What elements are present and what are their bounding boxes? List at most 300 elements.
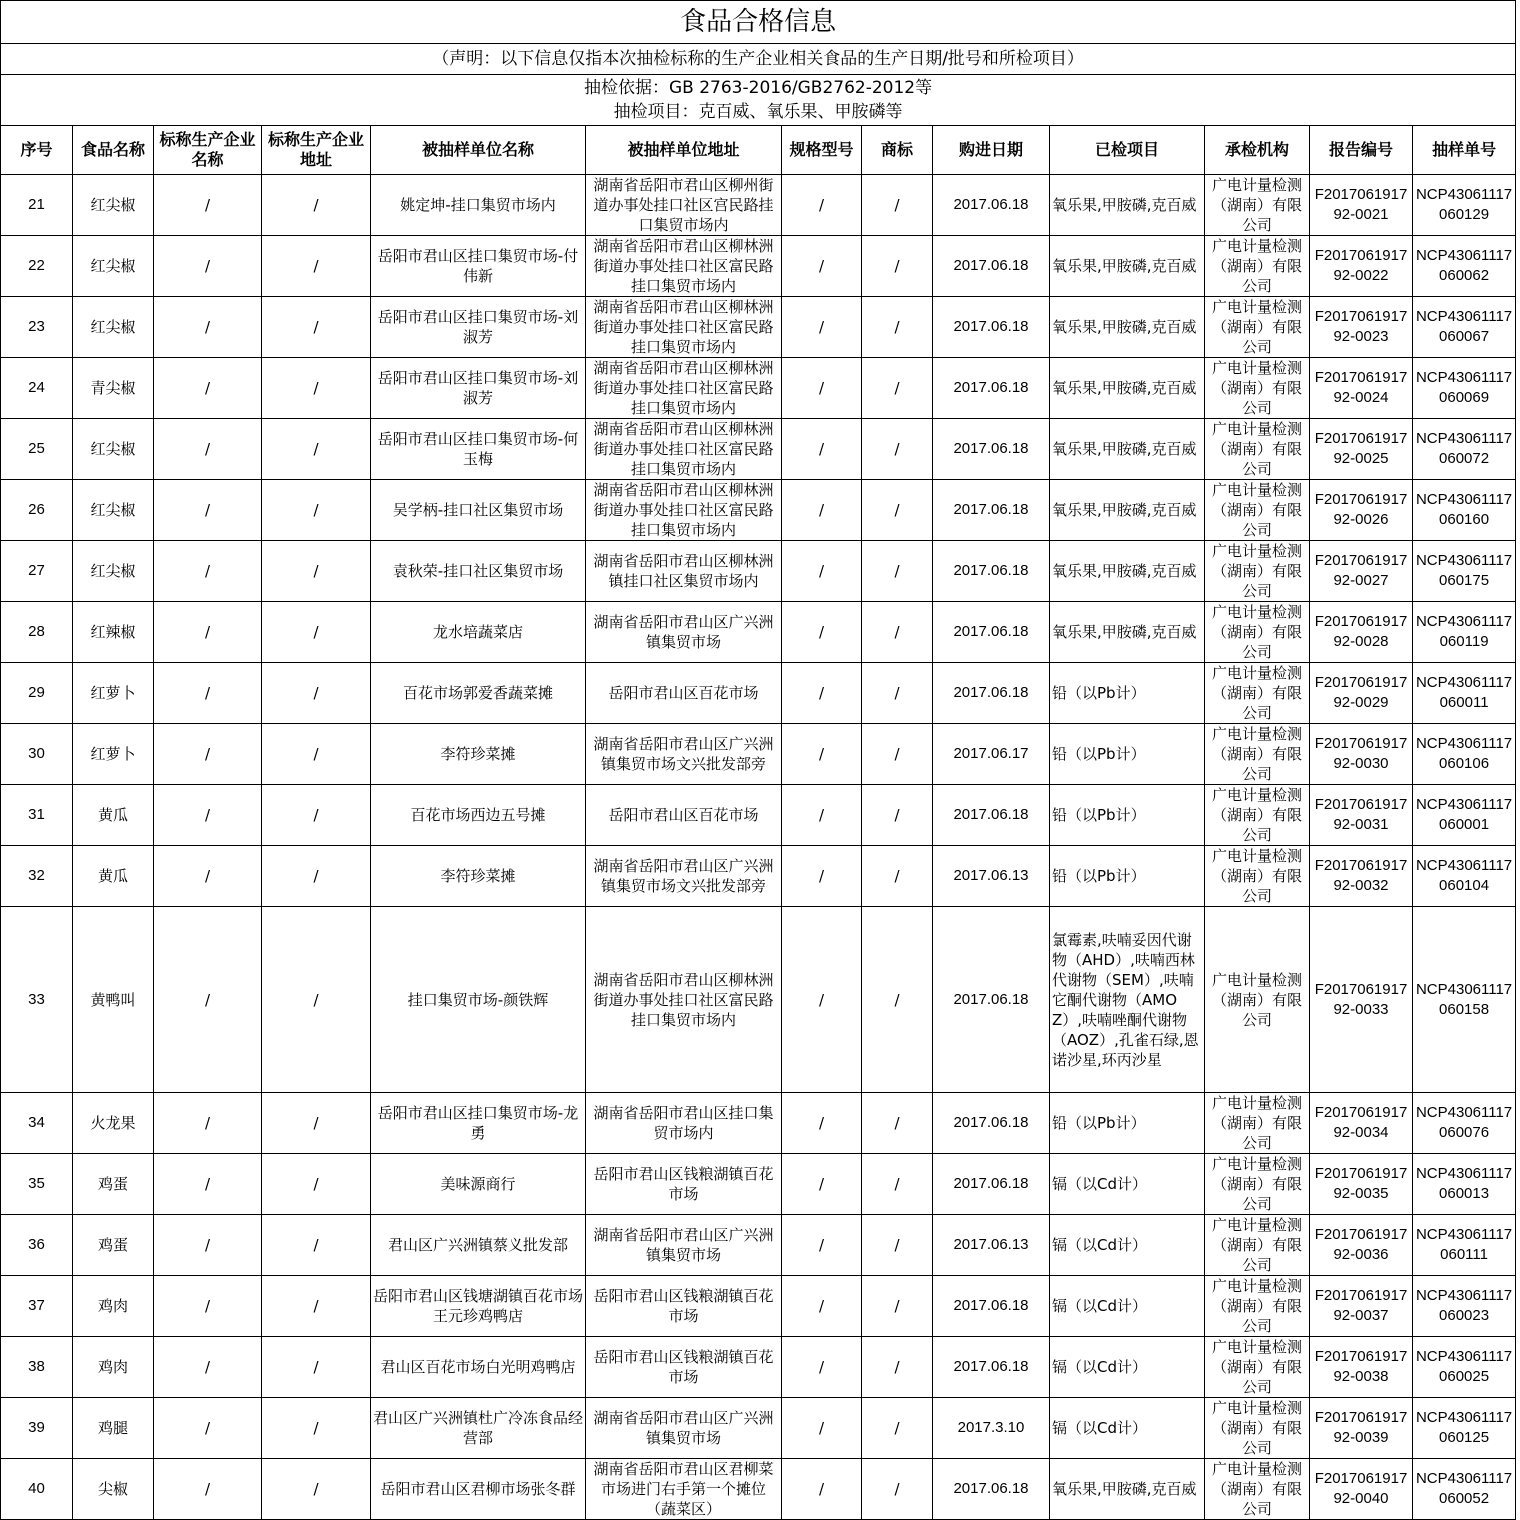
cell-manufacturer-name: /: [154, 175, 262, 236]
cell-purchase-date: 2017.06.18: [933, 1337, 1050, 1398]
cell-brand: /: [862, 785, 933, 846]
cell-sampled-unit-name: 岳阳市君山区挂口集贸市场-刘淑芳: [371, 358, 586, 419]
cell-brand: /: [862, 175, 933, 236]
cell-purchase-date: 2017.3.10: [933, 1398, 1050, 1459]
cell-serial-number: 33: [1, 907, 73, 1093]
cell-tested-items: 铅（以Pb计）: [1050, 724, 1205, 785]
cell-serial-number: 39: [1, 1398, 73, 1459]
cell-sample-number: NCP43061117060158: [1413, 907, 1516, 1093]
cell-brand: /: [862, 1398, 933, 1459]
cell-tested-items: 镉（以Cd计）: [1050, 1276, 1205, 1337]
cell-food-name: 红尖椒: [73, 419, 154, 480]
cell-manufacturer-name: /: [154, 1337, 262, 1398]
cell-tested-items: 铅（以Pb计）: [1050, 1093, 1205, 1154]
cell-sample-number: NCP43061117060011: [1413, 663, 1516, 724]
cell-sampled-unit-address: 湖南省岳阳市君山区柳林洲镇挂口社区集贸市场内: [586, 541, 782, 602]
cell-manufacturer-address: /: [262, 1093, 371, 1154]
cell-manufacturer-name: /: [154, 602, 262, 663]
cell-sampled-unit-address: 岳阳市君山区百花市场: [586, 663, 782, 724]
cell-sampled-unit-name: 挂口集贸市场-颜铁辉: [371, 907, 586, 1093]
table-row: [1, 480, 1516, 541]
cell-report-number: F201706191792-0034: [1310, 1093, 1413, 1154]
cell-sampled-unit-address: 岳阳市君山区钱粮湖镇百花市场: [586, 1276, 782, 1337]
page-title: 食品合格信息: [1, 1, 1516, 44]
cell-food-name: 尖椒: [73, 1459, 154, 1520]
cell-testing-agency: 广电计量检测（湖南）有限公司: [1205, 419, 1310, 480]
cell-sample-number: NCP43061117060067: [1413, 297, 1516, 358]
table-row: [1, 785, 1516, 846]
table-row: [1, 1459, 1516, 1520]
cell-testing-agency: 广电计量检测（湖南）有限公司: [1205, 480, 1310, 541]
cell-specification: /: [782, 175, 862, 236]
column-header: 被抽样单位名称: [371, 126, 586, 175]
cell-manufacturer-name: /: [154, 541, 262, 602]
column-header: 被抽样单位地址: [586, 126, 782, 175]
cell-testing-agency: 广电计量检测（湖南）有限公司: [1205, 1398, 1310, 1459]
cell-report-number: F201706191792-0031: [1310, 785, 1413, 846]
table-row: [1, 236, 1516, 297]
cell-sample-number: NCP43061117060175: [1413, 541, 1516, 602]
inspection-basis-block: [1, 75, 1516, 126]
cell-testing-agency: 广电计量检测（湖南）有限公司: [1205, 297, 1310, 358]
cell-manufacturer-address: /: [262, 1398, 371, 1459]
cell-purchase-date: 2017.06.18: [933, 1459, 1050, 1520]
cell-specification: /: [782, 1276, 862, 1337]
cell-food-name: 红尖椒: [73, 480, 154, 541]
table-row: [1, 1093, 1516, 1154]
cell-food-name: 青尖椒: [73, 358, 154, 419]
cell-specification: /: [782, 846, 862, 907]
cell-sampled-unit-address: 湖南省岳阳市君山区挂口集贸市场内: [586, 1093, 782, 1154]
cell-purchase-date: 2017.06.18: [933, 663, 1050, 724]
table-row: [1, 1154, 1516, 1215]
cell-specification: /: [782, 724, 862, 785]
cell-specification: /: [782, 1215, 862, 1276]
cell-tested-items: 氧乐果,甲胺磷,克百威: [1050, 480, 1205, 541]
table-row: [1, 175, 1516, 236]
column-header: 购进日期: [933, 126, 1050, 175]
cell-manufacturer-name: /: [154, 846, 262, 907]
cell-testing-agency: 广电计量检测（湖南）有限公司: [1205, 175, 1310, 236]
cell-report-number: F201706191792-0026: [1310, 480, 1413, 541]
cell-testing-agency: 广电计量检测（湖南）有限公司: [1205, 724, 1310, 785]
cell-testing-agency: 广电计量检测（湖南）有限公司: [1205, 907, 1310, 1093]
cell-sampled-unit-address: 湖南省岳阳市君山区柳林洲街道办事处挂口社区富民路挂口集贸市场内: [586, 358, 782, 419]
cell-sample-number: NCP43061117060160: [1413, 480, 1516, 541]
cell-tested-items: 氧乐果,甲胺磷,克百威: [1050, 1459, 1205, 1520]
cell-serial-number: 21: [1, 175, 73, 236]
cell-manufacturer-address: /: [262, 724, 371, 785]
cell-report-number: F201706191792-0033: [1310, 907, 1413, 1093]
cell-food-name: 鸡肉: [73, 1276, 154, 1337]
cell-sample-number: NCP43061117060104: [1413, 846, 1516, 907]
cell-report-number: F201706191792-0032: [1310, 846, 1413, 907]
cell-brand: /: [862, 358, 933, 419]
cell-sample-number: NCP43061117060062: [1413, 236, 1516, 297]
cell-sample-number: NCP43061117060025: [1413, 1337, 1516, 1398]
cell-tested-items: 氧乐果,甲胺磷,克百威: [1050, 358, 1205, 419]
cell-sampled-unit-name: 岳阳市君山区挂口集贸市场-龙勇: [371, 1093, 586, 1154]
cell-food-name: 鸡腿: [73, 1398, 154, 1459]
cell-serial-number: 29: [1, 663, 73, 724]
cell-sample-number: NCP43061117060076: [1413, 1093, 1516, 1154]
cell-specification: /: [782, 1459, 862, 1520]
cell-food-name: 黄瓜: [73, 846, 154, 907]
cell-specification: /: [782, 663, 862, 724]
cell-sampled-unit-address: 湖南省岳阳市君山区柳林洲街道办事处挂口社区富民路挂口集贸市场内: [586, 236, 782, 297]
cell-report-number: F201706191792-0040: [1310, 1459, 1413, 1520]
cell-purchase-date: 2017.06.18: [933, 175, 1050, 236]
table-row: [1, 1337, 1516, 1398]
cell-brand: /: [862, 1459, 933, 1520]
cell-brand: /: [862, 846, 933, 907]
cell-sampled-unit-name: 岳阳市君山区挂口集贸市场-何玉梅: [371, 419, 586, 480]
cell-manufacturer-address: /: [262, 1215, 371, 1276]
cell-sampled-unit-address: 湖南省岳阳市君山区柳林洲街道办事处挂口社区富民路挂口集贸市场内: [586, 907, 782, 1093]
cell-testing-agency: 广电计量检测（湖南）有限公司: [1205, 785, 1310, 846]
cell-sampled-unit-name: 岳阳市君山区君柳市场张冬群: [371, 1459, 586, 1520]
cell-testing-agency: 广电计量检测（湖南）有限公司: [1205, 602, 1310, 663]
cell-serial-number: 22: [1, 236, 73, 297]
cell-testing-agency: 广电计量检测（湖南）有限公司: [1205, 1215, 1310, 1276]
cell-sampled-unit-name: 岳阳市君山区挂口集贸市场-付伟新: [371, 236, 586, 297]
cell-tested-items: 铅（以Pb计）: [1050, 663, 1205, 724]
column-header: 报告编号: [1310, 126, 1413, 175]
cell-brand: /: [862, 1093, 933, 1154]
cell-tested-items: 氧乐果,甲胺磷,克百威: [1050, 236, 1205, 297]
cell-report-number: F201706191792-0023: [1310, 297, 1413, 358]
cell-purchase-date: 2017.06.18: [933, 1276, 1050, 1337]
cell-purchase-date: 2017.06.18: [933, 785, 1050, 846]
cell-specification: /: [782, 1398, 862, 1459]
cell-specification: /: [782, 419, 862, 480]
cell-report-number: F201706191792-0039: [1310, 1398, 1413, 1459]
cell-specification: /: [782, 907, 862, 1093]
cell-sample-number: NCP43061117060129: [1413, 175, 1516, 236]
cell-report-number: F201706191792-0028: [1310, 602, 1413, 663]
cell-report-number: F201706191792-0036: [1310, 1215, 1413, 1276]
column-header: 商标: [862, 126, 933, 175]
cell-specification: /: [782, 236, 862, 297]
cell-food-name: 红萝卜: [73, 663, 154, 724]
cell-manufacturer-address: /: [262, 1459, 371, 1520]
column-header: 抽样单号: [1413, 126, 1516, 175]
cell-specification: /: [782, 1093, 862, 1154]
column-header: 食品名称: [73, 126, 154, 175]
cell-sampled-unit-name: 君山区广兴洲镇杜广冷冻食品经营部: [371, 1398, 586, 1459]
cell-sampled-unit-address: 岳阳市君山区钱粮湖镇百花市场: [586, 1337, 782, 1398]
cell-specification: /: [782, 1154, 862, 1215]
cell-manufacturer-address: /: [262, 785, 371, 846]
cell-serial-number: 23: [1, 297, 73, 358]
cell-testing-agency: 广电计量检测（湖南）有限公司: [1205, 541, 1310, 602]
cell-sample-number: NCP43061117060023: [1413, 1276, 1516, 1337]
cell-food-name: 鸡肉: [73, 1337, 154, 1398]
cell-purchase-date: 2017.06.13: [933, 1215, 1050, 1276]
cell-testing-agency: 广电计量检测（湖南）有限公司: [1205, 1093, 1310, 1154]
cell-specification: /: [782, 297, 862, 358]
cell-manufacturer-address: /: [262, 175, 371, 236]
cell-tested-items: 氯霉素,呋喃妥因代谢物（AHD）,呋喃西林代谢物（SEM）,呋喃它酮代谢物（AMOZ）,呋喃唑酮代谢物（AOZ）,孔雀石绿,恩诺沙星,环丙沙星: [1050, 907, 1205, 1093]
cell-serial-number: 31: [1, 785, 73, 846]
cell-sampled-unit-name: 龙水培蔬菜店: [371, 602, 586, 663]
table-row: [1, 1276, 1516, 1337]
cell-food-name: 鸡蛋: [73, 1154, 154, 1215]
cell-brand: /: [862, 663, 933, 724]
cell-brand: /: [862, 724, 933, 785]
cell-sampled-unit-address: 湖南省岳阳市君山区君柳菜市场进门右手第一个摊位（蔬菜区）: [586, 1459, 782, 1520]
cell-brand: /: [862, 236, 933, 297]
cell-testing-agency: 广电计量检测（湖南）有限公司: [1205, 1154, 1310, 1215]
cell-report-number: F201706191792-0024: [1310, 358, 1413, 419]
column-header: 序号: [1, 126, 73, 175]
column-header: 规格型号: [782, 126, 862, 175]
cell-serial-number: 35: [1, 1154, 73, 1215]
cell-specification: /: [782, 785, 862, 846]
cell-sampled-unit-address: 湖南省岳阳市君山区柳林洲街道办事处挂口社区富民路挂口集贸市场内: [586, 419, 782, 480]
cell-purchase-date: 2017.06.18: [933, 480, 1050, 541]
cell-serial-number: 37: [1, 1276, 73, 1337]
cell-specification: /: [782, 480, 862, 541]
cell-sampled-unit-name: 百花市场西边五号摊: [371, 785, 586, 846]
cell-food-name: 火龙果: [73, 1093, 154, 1154]
cell-tested-items: 氧乐果,甲胺磷,克百威: [1050, 419, 1205, 480]
cell-sampled-unit-name: 李符珍菜摊: [371, 846, 586, 907]
table-row: [1, 724, 1516, 785]
cell-sampled-unit-address: 湖南省岳阳市君山区广兴洲镇集贸市场: [586, 1215, 782, 1276]
cell-sample-number: NCP43061117060119: [1413, 602, 1516, 663]
cell-tested-items: 镉（以Cd计）: [1050, 1215, 1205, 1276]
table-row: [1, 297, 1516, 358]
cell-brand: /: [862, 602, 933, 663]
cell-serial-number: 26: [1, 480, 73, 541]
cell-purchase-date: 2017.06.18: [933, 419, 1050, 480]
cell-tested-items: 镉（以Cd计）: [1050, 1337, 1205, 1398]
cell-testing-agency: 广电计量检测（湖南）有限公司: [1205, 1337, 1310, 1398]
cell-serial-number: 25: [1, 419, 73, 480]
cell-specification: /: [782, 541, 862, 602]
cell-manufacturer-address: /: [262, 663, 371, 724]
cell-brand: /: [862, 907, 933, 1093]
cell-manufacturer-name: /: [154, 1093, 262, 1154]
cell-sampled-unit-address: 湖南省岳阳市君山区广兴洲镇集贸市场文兴批发部旁: [586, 724, 782, 785]
cell-tested-items: 铅（以Pb计）: [1050, 846, 1205, 907]
table-row: [1, 663, 1516, 724]
cell-sample-number: NCP43061117060106: [1413, 724, 1516, 785]
cell-manufacturer-address: /: [262, 358, 371, 419]
cell-manufacturer-address: /: [262, 602, 371, 663]
table-row: [1, 846, 1516, 907]
cell-sampled-unit-address: 岳阳市君山区钱粮湖镇百花市场: [586, 1154, 782, 1215]
cell-manufacturer-address: /: [262, 236, 371, 297]
cell-manufacturer-name: /: [154, 1459, 262, 1520]
cell-purchase-date: 2017.06.18: [933, 297, 1050, 358]
cell-purchase-date: 2017.06.17: [933, 724, 1050, 785]
cell-manufacturer-name: /: [154, 236, 262, 297]
inspection-items: 抽检项目：克百威、氧乐果、甲胺磷等: [613, 102, 903, 122]
cell-manufacturer-name: /: [154, 419, 262, 480]
cell-food-name: 鸡蛋: [73, 1215, 154, 1276]
cell-manufacturer-name: /: [154, 724, 262, 785]
cell-testing-agency: 广电计量检测（湖南）有限公司: [1205, 1459, 1310, 1520]
cell-testing-agency: 广电计量检测（湖南）有限公司: [1205, 358, 1310, 419]
cell-serial-number: 36: [1, 1215, 73, 1276]
cell-tested-items: 氧乐果,甲胺磷,克百威: [1050, 297, 1205, 358]
cell-sampled-unit-name: 岳阳市君山区钱塘湖镇百花市场王元珍鸡鸭店: [371, 1276, 586, 1337]
cell-sampled-unit-name: 姚定坤-挂口集贸市场内: [371, 175, 586, 236]
cell-manufacturer-name: /: [154, 358, 262, 419]
cell-brand: /: [862, 1154, 933, 1215]
cell-sampled-unit-address: 湖南省岳阳市君山区广兴洲镇集贸市场文兴批发部旁: [586, 846, 782, 907]
cell-sampled-unit-name: 美味源商行: [371, 1154, 586, 1215]
inspection-basis: 抽检依据：GB 2763-2016/GB2762-2012等: [584, 78, 933, 98]
cell-manufacturer-name: /: [154, 1215, 262, 1276]
cell-sampled-unit-address: 湖南省岳阳市君山区广兴洲镇集贸市场: [586, 602, 782, 663]
cell-food-name: 红尖椒: [73, 236, 154, 297]
cell-purchase-date: 2017.06.18: [933, 907, 1050, 1093]
cell-report-number: F201706191792-0037: [1310, 1276, 1413, 1337]
cell-manufacturer-address: /: [262, 1276, 371, 1337]
cell-food-name: 红辣椒: [73, 602, 154, 663]
cell-manufacturer-name: /: [154, 1398, 262, 1459]
cell-serial-number: 28: [1, 602, 73, 663]
cell-sampled-unit-address: 湖南省岳阳市君山区柳州街道办事处挂口社区宫民路挂口集贸市场内: [586, 175, 782, 236]
cell-brand: /: [862, 480, 933, 541]
cell-report-number: F201706191792-0021: [1310, 175, 1413, 236]
cell-sampled-unit-name: 百花市场郭爱香蔬菜摊: [371, 663, 586, 724]
cell-food-name: 红尖椒: [73, 175, 154, 236]
cell-testing-agency: 广电计量检测（湖南）有限公司: [1205, 663, 1310, 724]
cell-purchase-date: 2017.06.18: [933, 358, 1050, 419]
cell-serial-number: 27: [1, 541, 73, 602]
cell-food-name: 黄鸭叫: [73, 907, 154, 1093]
table-row: [1, 541, 1516, 602]
cell-brand: /: [862, 1337, 933, 1398]
cell-sample-number: NCP43061117060013: [1413, 1154, 1516, 1215]
cell-food-name: 红尖椒: [73, 297, 154, 358]
cell-serial-number: 30: [1, 724, 73, 785]
cell-purchase-date: 2017.06.13: [933, 846, 1050, 907]
cell-sample-number: NCP43061117060069: [1413, 358, 1516, 419]
cell-tested-items: 镉（以Cd计）: [1050, 1398, 1205, 1459]
cell-serial-number: 24: [1, 358, 73, 419]
cell-testing-agency: 广电计量检测（湖南）有限公司: [1205, 236, 1310, 297]
cell-manufacturer-address: /: [262, 541, 371, 602]
cell-report-number: F201706191792-0029: [1310, 663, 1413, 724]
table-row: [1, 358, 1516, 419]
cell-specification: /: [782, 358, 862, 419]
column-header: 已检项目: [1050, 126, 1205, 175]
table-body: [1, 175, 1516, 1520]
cell-report-number: F201706191792-0025: [1310, 419, 1413, 480]
cell-manufacturer-address: /: [262, 1154, 371, 1215]
cell-manufacturer-address: /: [262, 297, 371, 358]
cell-tested-items: 氧乐果,甲胺磷,克百威: [1050, 175, 1205, 236]
table-row: [1, 419, 1516, 480]
cell-purchase-date: 2017.06.18: [933, 602, 1050, 663]
cell-brand: /: [862, 1215, 933, 1276]
cell-food-name: 黄瓜: [73, 785, 154, 846]
cell-tested-items: 镉（以Cd计）: [1050, 1154, 1205, 1215]
cell-manufacturer-address: /: [262, 846, 371, 907]
cell-sample-number: NCP43061117060072: [1413, 419, 1516, 480]
cell-testing-agency: 广电计量检测（湖南）有限公司: [1205, 1276, 1310, 1337]
cell-tested-items: 氧乐果,甲胺磷,克百威: [1050, 602, 1205, 663]
column-header: 标称生产企业地址: [262, 126, 371, 175]
cell-testing-agency: 广电计量检测（湖南）有限公司: [1205, 846, 1310, 907]
cell-serial-number: 38: [1, 1337, 73, 1398]
column-header: 标称生产企业名称: [154, 126, 262, 175]
cell-sample-number: NCP43061117060125: [1413, 1398, 1516, 1459]
cell-serial-number: 32: [1, 846, 73, 907]
cell-report-number: F201706191792-0027: [1310, 541, 1413, 602]
cell-serial-number: 34: [1, 1093, 73, 1154]
cell-sampled-unit-address: 湖南省岳阳市君山区柳林洲街道办事处挂口社区富民路挂口集贸市场内: [586, 297, 782, 358]
table-row: [1, 1215, 1516, 1276]
cell-serial-number: 40: [1, 1459, 73, 1520]
cell-report-number: F201706191792-0035: [1310, 1154, 1413, 1215]
cell-sampled-unit-name: 岳阳市君山区挂口集贸市场-刘淑芳: [371, 297, 586, 358]
cell-purchase-date: 2017.06.18: [933, 236, 1050, 297]
cell-report-number: F201706191792-0038: [1310, 1337, 1413, 1398]
column-header-row: [1, 126, 1516, 175]
cell-sampled-unit-address: 湖南省岳阳市君山区广兴洲镇集贸市场: [586, 1398, 782, 1459]
cell-manufacturer-name: /: [154, 663, 262, 724]
cell-manufacturer-name: /: [154, 297, 262, 358]
cell-manufacturer-name: /: [154, 480, 262, 541]
column-header: 承检机构: [1205, 126, 1310, 175]
cell-brand: /: [862, 541, 933, 602]
cell-manufacturer-address: /: [262, 1337, 371, 1398]
cell-sample-number: NCP43061117060111: [1413, 1215, 1516, 1276]
cell-manufacturer-name: /: [154, 1154, 262, 1215]
cell-sampled-unit-name: 李符珍菜摊: [371, 724, 586, 785]
cell-brand: /: [862, 1276, 933, 1337]
cell-manufacturer-address: /: [262, 907, 371, 1093]
table-row: [1, 602, 1516, 663]
cell-manufacturer-name: /: [154, 1276, 262, 1337]
cell-report-number: F201706191792-0022: [1310, 236, 1413, 297]
table-row: [1, 1398, 1516, 1459]
cell-purchase-date: 2017.06.18: [933, 1154, 1050, 1215]
cell-specification: /: [782, 1337, 862, 1398]
statement-text: （声明：以下信息仅指本次抽检标称的生产企业相关食品的生产日期/批号和所检项目）: [1, 44, 1516, 75]
cell-brand: /: [862, 297, 933, 358]
cell-manufacturer-name: /: [154, 785, 262, 846]
cell-sampled-unit-address: 岳阳市君山区百花市场: [586, 785, 782, 846]
cell-specification: /: [782, 602, 862, 663]
cell-manufacturer-address: /: [262, 480, 371, 541]
cell-manufacturer-name: /: [154, 907, 262, 1093]
cell-tested-items: 氧乐果,甲胺磷,克百威: [1050, 541, 1205, 602]
cell-sampled-unit-address: 湖南省岳阳市君山区柳林洲街道办事处挂口社区富民路挂口集贸市场内: [586, 480, 782, 541]
cell-sample-number: NCP43061117060001: [1413, 785, 1516, 846]
cell-food-name: 红萝卜: [73, 724, 154, 785]
cell-sampled-unit-name: 君山区百花市场白光明鸡鸭店: [371, 1337, 586, 1398]
cell-report-number: F201706191792-0030: [1310, 724, 1413, 785]
cell-tested-items: 铅（以Pb计）: [1050, 785, 1205, 846]
cell-manufacturer-address: /: [262, 419, 371, 480]
cell-purchase-date: 2017.06.18: [933, 1093, 1050, 1154]
cell-food-name: 红尖椒: [73, 541, 154, 602]
cell-sampled-unit-name: 袁秋荣-挂口社区集贸市场: [371, 541, 586, 602]
cell-purchase-date: 2017.06.18: [933, 541, 1050, 602]
cell-sampled-unit-name: 吴学柄-挂口社区集贸市场: [371, 480, 586, 541]
table-row: [1, 907, 1516, 1093]
cell-sampled-unit-name: 君山区广兴洲镇蔡义批发部: [371, 1215, 586, 1276]
cell-brand: /: [862, 419, 933, 480]
cell-sample-number: NCP43061117060052: [1413, 1459, 1516, 1520]
